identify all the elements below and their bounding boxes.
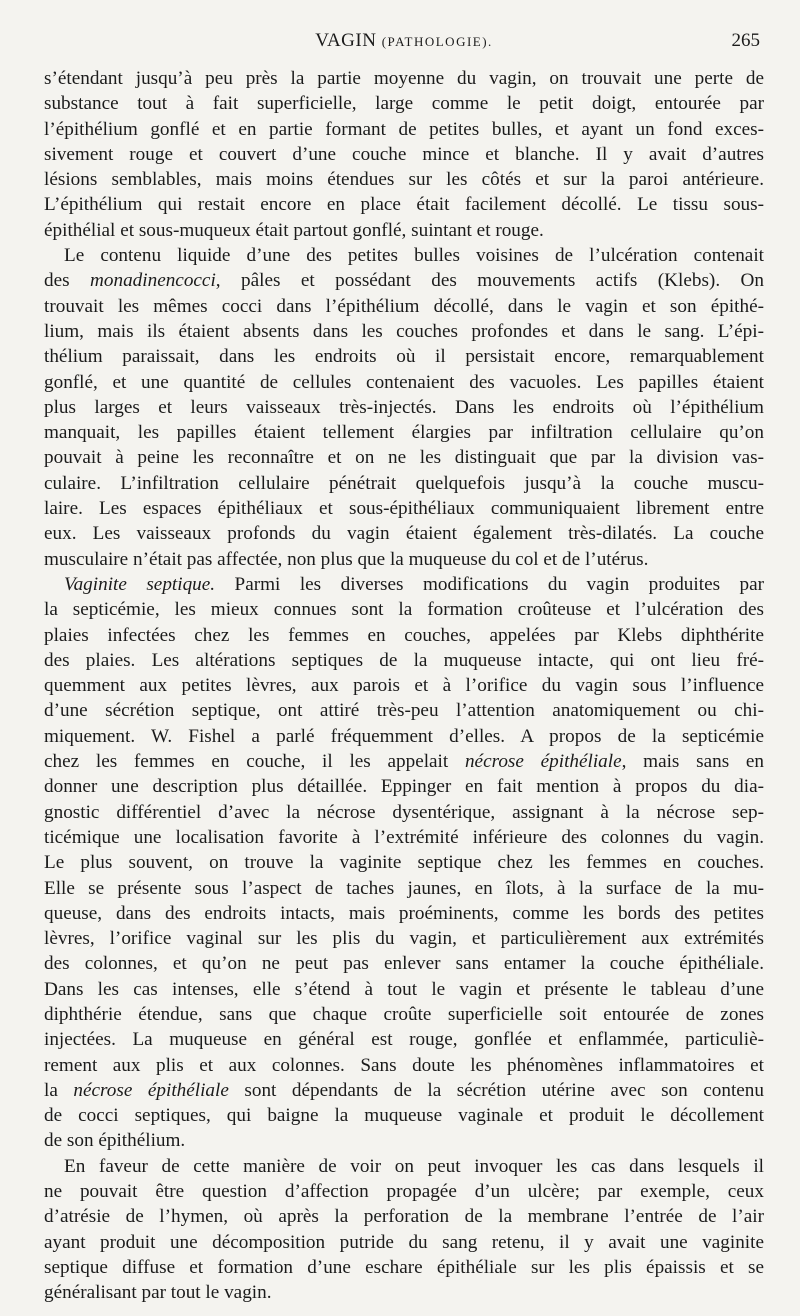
running-title-main: VAGIN	[315, 30, 377, 51]
text-line: de cocci septiques, qui baigne la muqueuse vaginale et produit le décollement	[44, 1105, 764, 1127]
text-line: laire. Les espaces épithéliaux et sous-épithéliaux communiquaient librement entre	[44, 498, 764, 520]
running-title-sub: (PATHOLOGIE).	[381, 34, 493, 49]
text-line: généralisant par tout le vagin.	[44, 1282, 272, 1304]
text-line: des monadinencocci, pâles et possédant des mouvements actifs (Klebs). On	[44, 270, 765, 292]
text-line: lium, mais ils étaient absents dans les couches profondes et dans le sang. L’épi-	[44, 320, 764, 342]
text-line: culaire. L’infiltration cellulaire pénétrait quelquefois jusqu’à la couche muscu-	[44, 472, 764, 494]
paragraph-1	[44, 66, 764, 243]
italic-phrase: nécrose épithéliale	[73, 1079, 229, 1101]
text-line: trouvait les mêmes cocci dans l’épithélium décollé, dans le vagin et son épithé-	[44, 295, 764, 317]
text-line: chez les femmes en couche, il les appelait nécrose épithéliale, mais sans en	[44, 751, 764, 773]
text-line: diphthérie étendue, sans que chaque croûte superficielle soit entourée de zones	[44, 1003, 764, 1025]
text-line: la nécrose épithéliale sont dépendants de la sécrétion utérine avec son contenu	[44, 1079, 764, 1101]
text-line: gnostic différentiel d’avec la nécrose dysentérique, assignant à la nécrose sep-	[44, 801, 764, 823]
text-line: donner une description plus détaillée. Eppinger en fait mention à propos du dia-	[44, 776, 764, 798]
text-line: quemment aux petites lèvres, aux parois et à l’orifice du vagin sous l’influence	[44, 675, 764, 697]
text-line: des colonnes, et qu’on ne peut pas enlever sans entamer la couche épithéliale.	[44, 953, 764, 975]
text-line: lésions semblables, mais moins étendues sur les côtés et sur la paroi antérieure.	[44, 169, 764, 191]
text-line: épithélial et sous-muqueux était partout gonflé, suintant et rouge.	[44, 219, 544, 241]
text-line: En faveur de cette manière de voir on peut invoquer les cas dans lesquels il	[64, 1155, 764, 1177]
text-line: gonflé, et une quantité de cellules contenaient des vacuoles. Les papilles étaient	[44, 371, 764, 393]
running-head	[44, 22, 764, 66]
text-line: d’une sécrétion septique, ont attiré très-peu l’attention anatomiquement ou chi-	[44, 700, 764, 722]
text-line: L’épithélium qui restait encore en place était facilement décollé. Le tissu sous-	[44, 194, 764, 216]
text-line: thélium paraissait, dans les endroits où il persistait encore, remarquablement	[44, 346, 764, 368]
text-line: plaies infectées chez les femmes en couches, appelées par Klebs diphthérite	[44, 624, 764, 646]
body-text	[44, 66, 764, 1306]
text-line: Dans les cas intenses, elle s’étend à tout le vagin et présente le tableau d’une	[44, 978, 764, 1000]
text-line: rement aux plis et aux colonnes. Sans doute les phénomènes inflammatoires et	[44, 1054, 764, 1076]
text-line: lèvres, l’orifice vaginal sur les plis du vagin, et particulièrement aux extrémités	[44, 928, 764, 950]
text-line: l’épithélium gonflé et en partie formant de petites bulles, et ayant un fond exces-	[44, 118, 764, 140]
italic-phrase: monadinencocci	[90, 270, 216, 292]
text-line: des plaies. Les altérations septiques de la muqueuse intacte, qui ont lieu fré-	[44, 649, 764, 671]
text-line: Vaginite septique. Parmi les diverses modifications du vagin produites par	[64, 573, 765, 595]
text-line: s’étendant jusqu’à peu près la partie moyenne du vagin, on trouvait une perte de	[44, 68, 764, 89]
text-line: manquait, les papilles étaient tellement élargies par infiltration cellulaire qu’on	[44, 422, 764, 444]
text-line: Le contenu liquide d’une des petites bulles voisines de l’ulcération contenait	[64, 245, 764, 267]
text-line: sivement rouge et couvert d’une couche mince et blanche. Il y avait d’autres	[44, 143, 764, 165]
text-line: de son épithélium.	[44, 1130, 186, 1152]
paragraph-4	[44, 1154, 764, 1306]
text-line: la septicémie, les mieux connues sont la formation croûteuse et l’ulcération des	[44, 599, 764, 621]
text-line: miquement. W. Fishel a parlé fréquemment d’elles. A propos de la septicémie	[44, 725, 764, 747]
text-line: ayant produit une décomposition putride du sang retenu, il y avait une vaginite	[44, 1231, 764, 1253]
paragraph-3	[44, 572, 764, 1154]
text-line: d’atrésie de l’hymen, où après la perforation de la membrane l’entrée de l’air	[44, 1206, 764, 1228]
text-line: musculaire n’était pas affectée, non plus que la muqueuse du col et de l’utérus.	[44, 548, 649, 570]
text-line: ticémique une localisation favorite à l’extrémité inférieure des colonnes du vagin.	[44, 826, 764, 848]
text-line: substance tout à fait superficielle, large comme le petit doigt, entourée par	[44, 93, 764, 115]
text-line: injectées. La muqueuse en général est rouge, gonflée et enflammée, particuliè-	[44, 1029, 764, 1051]
text-line: pouvait à peine les reconnaître et on ne les distinguait que par la division vas-	[44, 447, 764, 469]
italic-phrase: Vaginite septique.	[64, 573, 216, 595]
text-line: ne pouvait être question d’affection propagée d’un ulcère; par exemple, ceux	[44, 1181, 764, 1203]
text-line: eux. Les vaisseaux profonds du vagin étaient également très-dilatés. La couche	[44, 523, 764, 545]
text-line: Elle se présente sous l’aspect de taches jaunes, en îlots, à la surface de la mu-	[44, 877, 764, 899]
running-title	[44, 30, 764, 52]
text-line: Le plus souvent, on trouve la vaginite septique chez les femmes en couches.	[44, 852, 764, 874]
text-line: queuse, dans des endroits intacts, mais proéminents, comme les bords des petites	[44, 902, 764, 924]
paragraph-2	[44, 243, 764, 572]
text-line: septique diffuse et formation d’une eschare épithéliale sur les plis épaissis et se	[44, 1256, 764, 1278]
page-number: 265	[731, 30, 760, 51]
italic-phrase: nécrose épithéliale	[464, 751, 622, 773]
text-line: plus larges et leurs vaisseaux très-injectés. Dans les endroits où l’épithélium	[44, 396, 764, 418]
